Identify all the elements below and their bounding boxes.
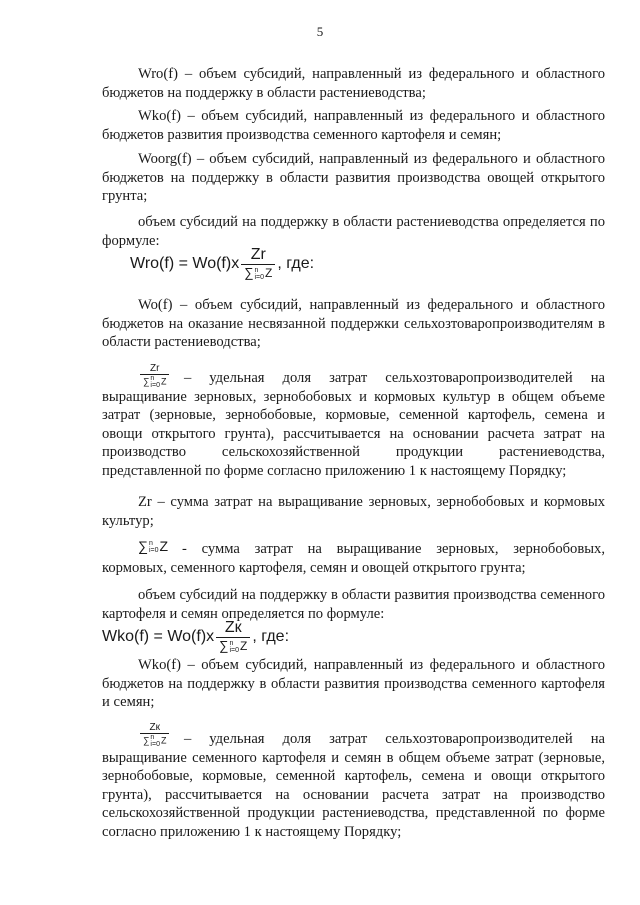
paragraph-zr-def: Zr – сумма затрат на выращивание зерновых, зернобобовых и кормовых культур; (102, 494, 605, 529)
formula-wko (102, 619, 289, 654)
page-number: 5 (316, 24, 324, 39)
sum-symbol: ∑ (244, 265, 254, 280)
sum-variable: Z (160, 735, 167, 746)
paragraph-woorg-def: Woorg(f) – объем субсидий, направленный из федерального и областного бюджетов на поддержку в области развития производства овощей открытого грунта; (102, 151, 605, 204)
sum-limits (254, 267, 264, 281)
paragraph-zr-share-def: – удельная доля затрат сельхозтоваропроизводителей на выращивание зерновых, зернобобовых и кормовых культур в общем объеме затрат (зерновые, зернобобовые, кормовые, семенной картофель, семена и овощи открытого грунта), рассчитывается на основании расчета затрат на производство сельскохозяйственной продукции растениеводства, представленной по форме согласно приложению 1 к настоящему Порядку; (102, 370, 605, 479)
formula-wro-numerator: Zr (250, 246, 266, 263)
paragraph-wro-def: Wro(f) – объем субсидий, направленный из федерального и областного бюджетов на поддержку в области растениеводства; (102, 66, 605, 101)
formula-wro-fraction (241, 246, 275, 281)
sum-symbol: ∑ (143, 376, 150, 387)
sum-upper: n (148, 540, 153, 548)
sum-limits (229, 640, 239, 654)
paragraph-sum-def: - сумма затрат на выращивание зерновых, зернобобовых, кормовых, семенного картофеля, семян и овощей открытого грунта; (102, 541, 605, 576)
paragraph-formula-intro-1: объем субсидий на поддержку в области растениеводства определяется по формуле: (102, 214, 605, 249)
sum-symbol: ∑ (219, 638, 229, 653)
sum-lower: i=0 (150, 741, 160, 748)
formula-wko-lhs: Wko(f) = (102, 627, 163, 645)
sum-variable: Z (239, 639, 248, 653)
formula-wro-mult: Wo(f)x (192, 254, 240, 272)
formula-wro (130, 246, 314, 281)
sum-upper: n (150, 375, 155, 382)
sum-variable: Z (160, 376, 167, 387)
sum-lower: i=0 (229, 646, 239, 654)
sum-upper: n (150, 734, 155, 741)
paragraph-wo-def: Wo(f) – объем субсидий, направленный из федерального и областного бюджетов на оказание несвязанной поддержки сельхозтоваропроизводителям в области растениеводства; (102, 297, 605, 350)
sum-lower: i=0 (148, 547, 159, 555)
fraction-zr-numerator: Zr (150, 363, 160, 374)
formula-wko-numerator: Zк (224, 619, 242, 636)
sum-upper: n (229, 639, 234, 647)
fraction-zk-numerator: Zк (149, 722, 160, 733)
sum-symbol: ∑ (138, 538, 148, 554)
formula-wko-suffix: , где: (252, 627, 290, 645)
sum-lower: i=0 (254, 273, 265, 281)
paragraph-wko-def: Wko(f) – объем субсидий, направленный из федерального и областного бюджетов развития производства семенного картофеля и семян; (102, 108, 605, 143)
formula-wko-denominator (216, 637, 250, 654)
sum-variable: Z (159, 538, 169, 554)
paragraph-wko-def-2: Wko(f) – объем субсидий, направленный из федерального и областного бюджетов на поддержку в области развития производства семенного картофеля и семян; (102, 657, 605, 710)
formula-wro-suffix: , где: (277, 254, 315, 272)
paragraph-zk-share-def: – удельная доля затрат сельхозтоваропроизводителей на выращивание семенного картофеля и семян в общем объеме затрат (зерновые, зернобобовые, кормовые, семенной картофель, семена и овощи открытого грунта), рассчитывается на основании расчета затрат на производство сельскохозяйственной продукции растениеводства, представленной по форме согласно приложению 1 к настоящему Порядку; (102, 731, 605, 840)
sum-upper: n (254, 266, 259, 274)
formula-wko-fraction (216, 619, 250, 654)
sum-symbol: ∑ (143, 735, 150, 746)
paragraph-formula-intro-2: объем субсидий на поддержку в области развития производства семенного картофеля и семян определяется по формуле: (102, 587, 605, 622)
formula-wro-denominator (241, 264, 275, 281)
sum-variable: Z (265, 266, 273, 280)
formula-wro-lhs: Wro(f) = (130, 254, 188, 272)
formula-wko-mult: Wo(f)x (167, 627, 215, 645)
sum-lower: i=0 (150, 382, 160, 389)
